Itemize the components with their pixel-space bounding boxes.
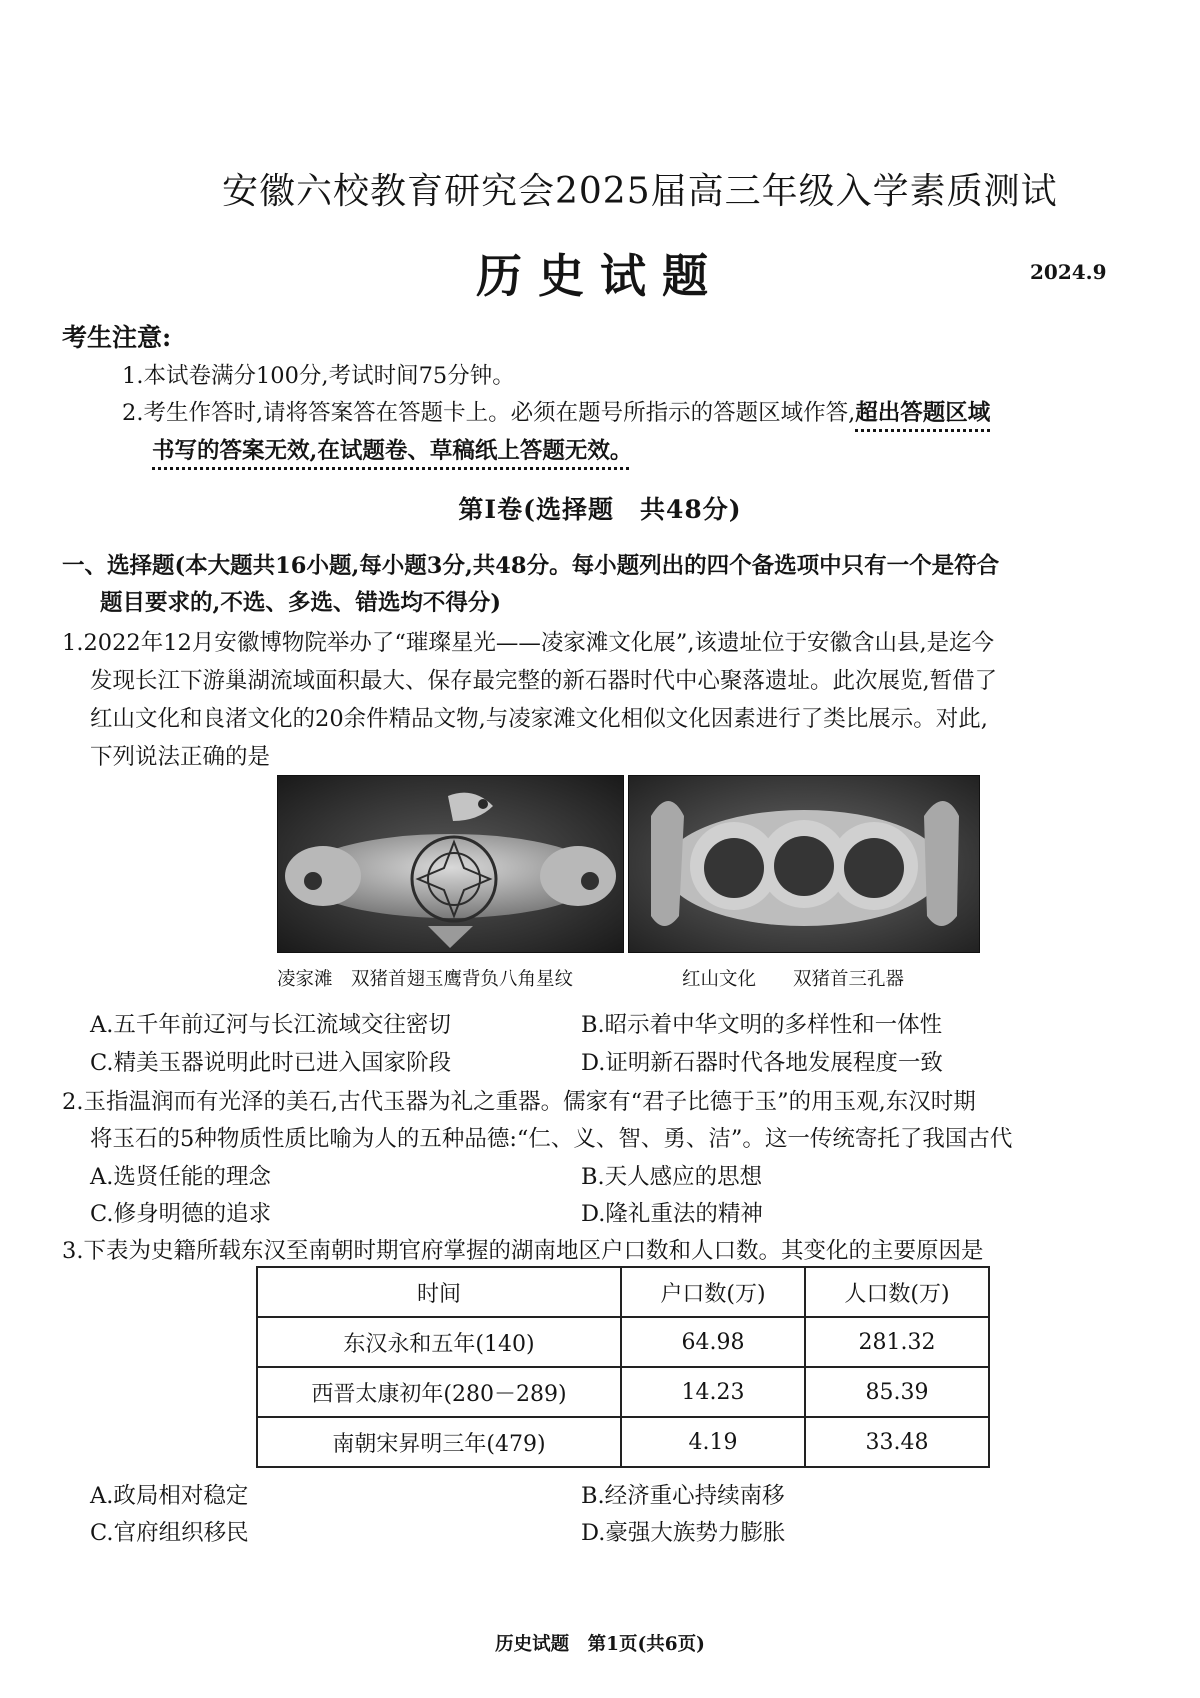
q1-option-c: C.精美玉器说明此时已进入国家阶段 — [90, 1050, 452, 1076]
table-cell: 14.23 — [621, 1367, 805, 1417]
population-table — [256, 1266, 990, 1468]
table-row — [257, 1317, 989, 1367]
part-instructions-line-1: 一、选择题(本大题共16小题,每小题3分,共48分。每小题列出的四个备选项中只有一个是符合 — [62, 553, 1000, 579]
exam-date: 2024.9 — [1030, 260, 1107, 284]
table-row — [257, 1417, 989, 1467]
q1-option-b: B.昭示着中华文明的多样性和一体性 — [581, 1012, 943, 1038]
table-cell: 64.98 — [621, 1317, 805, 1367]
hongshan-three-hole-jade-photo — [628, 775, 980, 953]
table-header-time: 时间 — [257, 1267, 621, 1317]
lingjiatan-jade-eagle-photo — [277, 775, 624, 953]
q1-stem-line-1: 1.2022年12月安徽博物院举办了“璀璨星光——凌家滩文化展”,该遗址位于安徽含山县,是迄今 — [62, 630, 995, 656]
table-cell: 85.39 — [805, 1367, 989, 1417]
q2-option-c: C.修身明德的追求 — [90, 1201, 272, 1227]
q3-option-c: C.官府组织移民 — [90, 1520, 249, 1546]
q1-stem-line-3: 红山文化和良渚文化的20余件精品文物,与凌家滩文化相似文化因素进行了类比展示。对此, — [90, 706, 988, 732]
q2-stem-line-2: 将玉石的5种物质性质比喻为人的五种品德:“仁、义、智、勇、洁”。这一传统寄托了我国古代 — [90, 1126, 1013, 1152]
notice-item-2-text: 2.考生作答时,请将答案答在答题卡上。必须在题号所指示的答题区域作答, — [122, 400, 856, 426]
table-cell: 东汉永和五年(140) — [257, 1317, 621, 1367]
q1-stem-line-2: 发现长江下游巢湖流域面积最大、保存最完整的新石器时代中心聚落遗址。此次展览,暂借了 — [90, 668, 998, 694]
q3-stem: 3.下表为史籍所载东汉至南朝时期官府掌握的湖南地区户口数和人口数。其变化的主要原因是 — [62, 1238, 984, 1264]
q2-option-b: B.天人感应的思想 — [581, 1164, 763, 1190]
q2-stem-line-1: 2.玉指温润而有光泽的美石,古代玉器为礼之重器。儒家有“君子比德于玉”的用玉观,东汉时期 — [62, 1089, 976, 1115]
q1-option-d: D.证明新石器时代各地发展程度一致 — [581, 1050, 943, 1076]
table-cell: 4.19 — [621, 1417, 805, 1467]
q3-option-d: D.豪强大族势力膨胀 — [581, 1520, 786, 1546]
caption-right: 红山文化 双猪首三孔器 — [682, 969, 905, 990]
table-cell: 南朝宋昇明三年(479) — [257, 1417, 621, 1467]
table-row — [257, 1367, 989, 1417]
notice-item-2-emphasis-cont: 书写的答案无效,在试题卷、草稿纸上答题无效。 — [152, 438, 633, 464]
table-cell: 西晋太康初年(280－289) — [257, 1367, 621, 1417]
table-cell: 33.48 — [805, 1417, 989, 1467]
notice-item-2-emphasis: 超出答题区域 — [855, 400, 991, 426]
notice-item-2 — [122, 395, 990, 427]
table-cell: 281.32 — [805, 1317, 989, 1367]
notice-heading: 考生注意: — [62, 323, 172, 352]
table-header-households: 户口数(万) — [621, 1267, 805, 1317]
page-footer: 历史试题 第1页(共6页) — [495, 1634, 705, 1655]
jade-eagle-image — [278, 776, 623, 952]
q2-option-a: A.选贤任能的理念 — [90, 1164, 271, 1190]
notice-item-1: 1.本试卷满分100分,考试时间75分钟。 — [122, 363, 515, 389]
part-instructions-line-2: 题目要求的,不选、多选、错选均不得分) — [100, 590, 501, 616]
exam-title: 安徽六校教育研究会2025届高三年级入学素质测试 — [222, 171, 1058, 212]
caption-left: 凌家滩 双猪首翅玉鹰背负八角星纹 — [277, 969, 574, 990]
q1-option-a: A.五千年前辽河与长江流域交往密切 — [90, 1012, 451, 1038]
subject-title: 历史试题 — [476, 249, 724, 303]
table-header-row — [257, 1267, 989, 1317]
three-hole-jade-image — [629, 776, 979, 952]
section-title: 第Ⅰ卷(选择题 共48分) — [458, 495, 742, 524]
table-header-population: 人口数(万) — [805, 1267, 989, 1317]
q2-option-d: D.隆礼重法的精神 — [581, 1201, 763, 1227]
q1-stem-line-4: 下列说法正确的是 — [90, 744, 271, 770]
q3-option-b: B.经济重心持续南移 — [581, 1483, 785, 1509]
q3-option-a: A.政局相对稳定 — [90, 1483, 249, 1509]
